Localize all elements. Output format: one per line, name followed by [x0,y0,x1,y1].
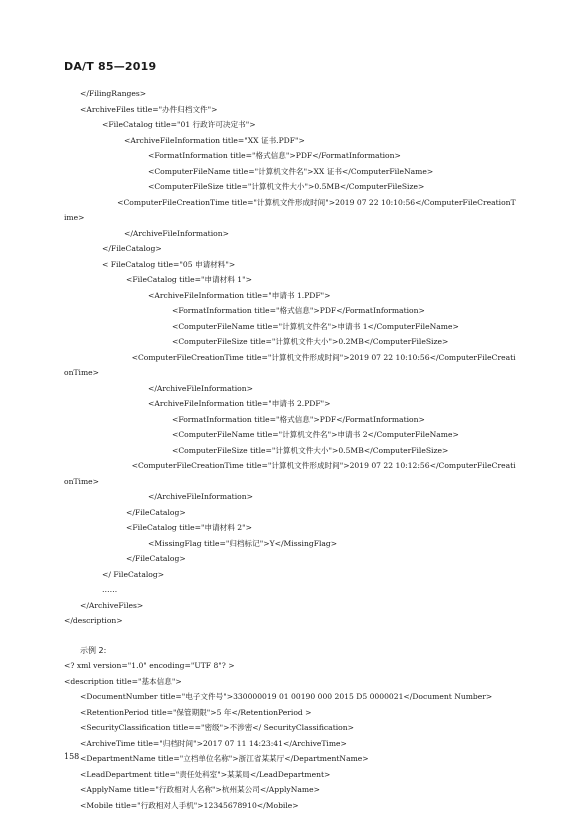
xml-line: </ArchiveFileInformation> [148,492,253,501]
xml-line: <description title="基本信息"> [64,676,182,686]
xml-line: <ComputerFileName title="计算机文件名">申请书 2</ComputerFileName> [172,430,459,439]
xml-line: <ArchiveFileInformation title="申请书 1.PDF"> [148,290,331,300]
page-content [64,86,518,813]
xml-block-2 [64,226,518,350]
xml-line: <ApplyName title="行政相对人名称">杭州某公司</ApplyName> [80,785,320,794]
xml-line: <? xml version="1.0" encoding="UTF 8"? > [64,661,235,670]
xml-line: <ComputerFileSize title="计算机文件大小">0.5MB</ComputerFileSize> [148,182,425,191]
xml-line: <ComputerFileName title="计算机文件名">申请书 1</ComputerFileName> [172,321,459,331]
xml-line: </FileCatalog> [126,554,186,563]
xml-line: < FileCatalog title="05 申请材料"> [102,259,236,269]
xml-wrapped-line: <ComputerFileCreationTime title="计算机文件形成时间">2019 07 22 10:10:56</ComputerFileCreationTime> [64,197,516,222]
xml-line: <ArchiveFileInformation title="XX 证书.PDF"> [124,135,305,145]
xml-line: <FormatInformation title="格式信息">PDF</FormatInformation> [172,414,425,424]
spacer [64,629,518,643]
xml-line: <FileCatalog title="申请材料 1"> [126,275,252,284]
xml-line: <SecurityClassification title=="密级">不涉密</ SecurityClassification> [80,723,355,732]
xml-block-3 [64,381,518,459]
example-label: 示例 2: [80,645,107,655]
xml-line: </FileCatalog> [102,244,162,253]
xml-line: <LeadDepartment title="责任处科室">某某局</LeadDepartment> [80,769,331,779]
xml-line: </FileCatalog> [126,507,186,517]
xml-line: <ComputerFileName title="计算机文件名">XX 证书</ComputerFileName> [148,166,434,176]
xml-line: </FilingRanges> [80,89,147,98]
page-number: 158 [64,752,80,761]
xml-line: <FileCatalog title="申请材料 2"> [126,523,252,532]
xml-line: <RetentionPeriod title="保管期限">5 年</RetentionPeriod > [80,707,312,717]
xml-line: <DocumentNumber title="电子文件号">330000019 01 00190 000 2015 D5 0000021</Document Number> [80,692,493,701]
xml-block-4 [64,489,518,629]
xml-line: <ArchiveFiles title="办件归档文件"> [80,104,218,114]
xml-line: <FormatInformation title="格式信息">PDF</FormatInformation> [148,151,401,160]
xml-line: <DepartmentName title="立档单位名称">浙江省某某厅</DepartmentName> [80,754,369,763]
xml-line: <MissingFlag title="归档标记">Y</MissingFlag> [148,538,338,548]
xml-example-2-block [64,658,518,813]
xml-line: </description> [64,616,123,625]
xml-line: <FileCatalog title="01 行政许可决定书"> [102,120,256,129]
xml-line: </ArchiveFiles> [80,600,144,610]
xml-line: </ArchiveFileInformation> [148,383,253,393]
xml-line: <ComputerFileSize title="计算机文件大小">0.5MB</ComputerFileSize> [172,445,449,455]
xml-block-1 [64,86,518,195]
xml-wrapped-line: <ComputerFileCreationTime title="计算机文件形成时间">2019 07 22 10:12:56</ComputerFileCreationTime> [64,461,516,486]
xml-line: <ComputerFileSize title="计算机文件大小">0.2MB</ComputerFileSize> [172,337,449,346]
document-code-header: DA/T 85—2019 [64,60,157,73]
xml-line: </ FileCatalog> [102,569,165,579]
xml-line: <ArchiveTime title="归档时间">2017 07 11 14:23:41</ArchiveTime> [80,738,347,748]
xml-line: …… [102,585,118,594]
xml-line: </ArchiveFileInformation> [124,228,229,238]
xml-line: <ArchiveFileInformation title="申请书 2.PDF"> [148,399,331,408]
xml-line: <Mobile title="行政相对人手机">12345678910</Mobile> [80,800,299,810]
xml-line: <FormatInformation title="格式信息">PDF</FormatInformation> [172,306,425,315]
xml-wrapped-line: <ComputerFileCreationTime title="计算机文件形成时间">2019 07 22 10:10:56</ComputerFileCreationTime> [64,352,516,377]
